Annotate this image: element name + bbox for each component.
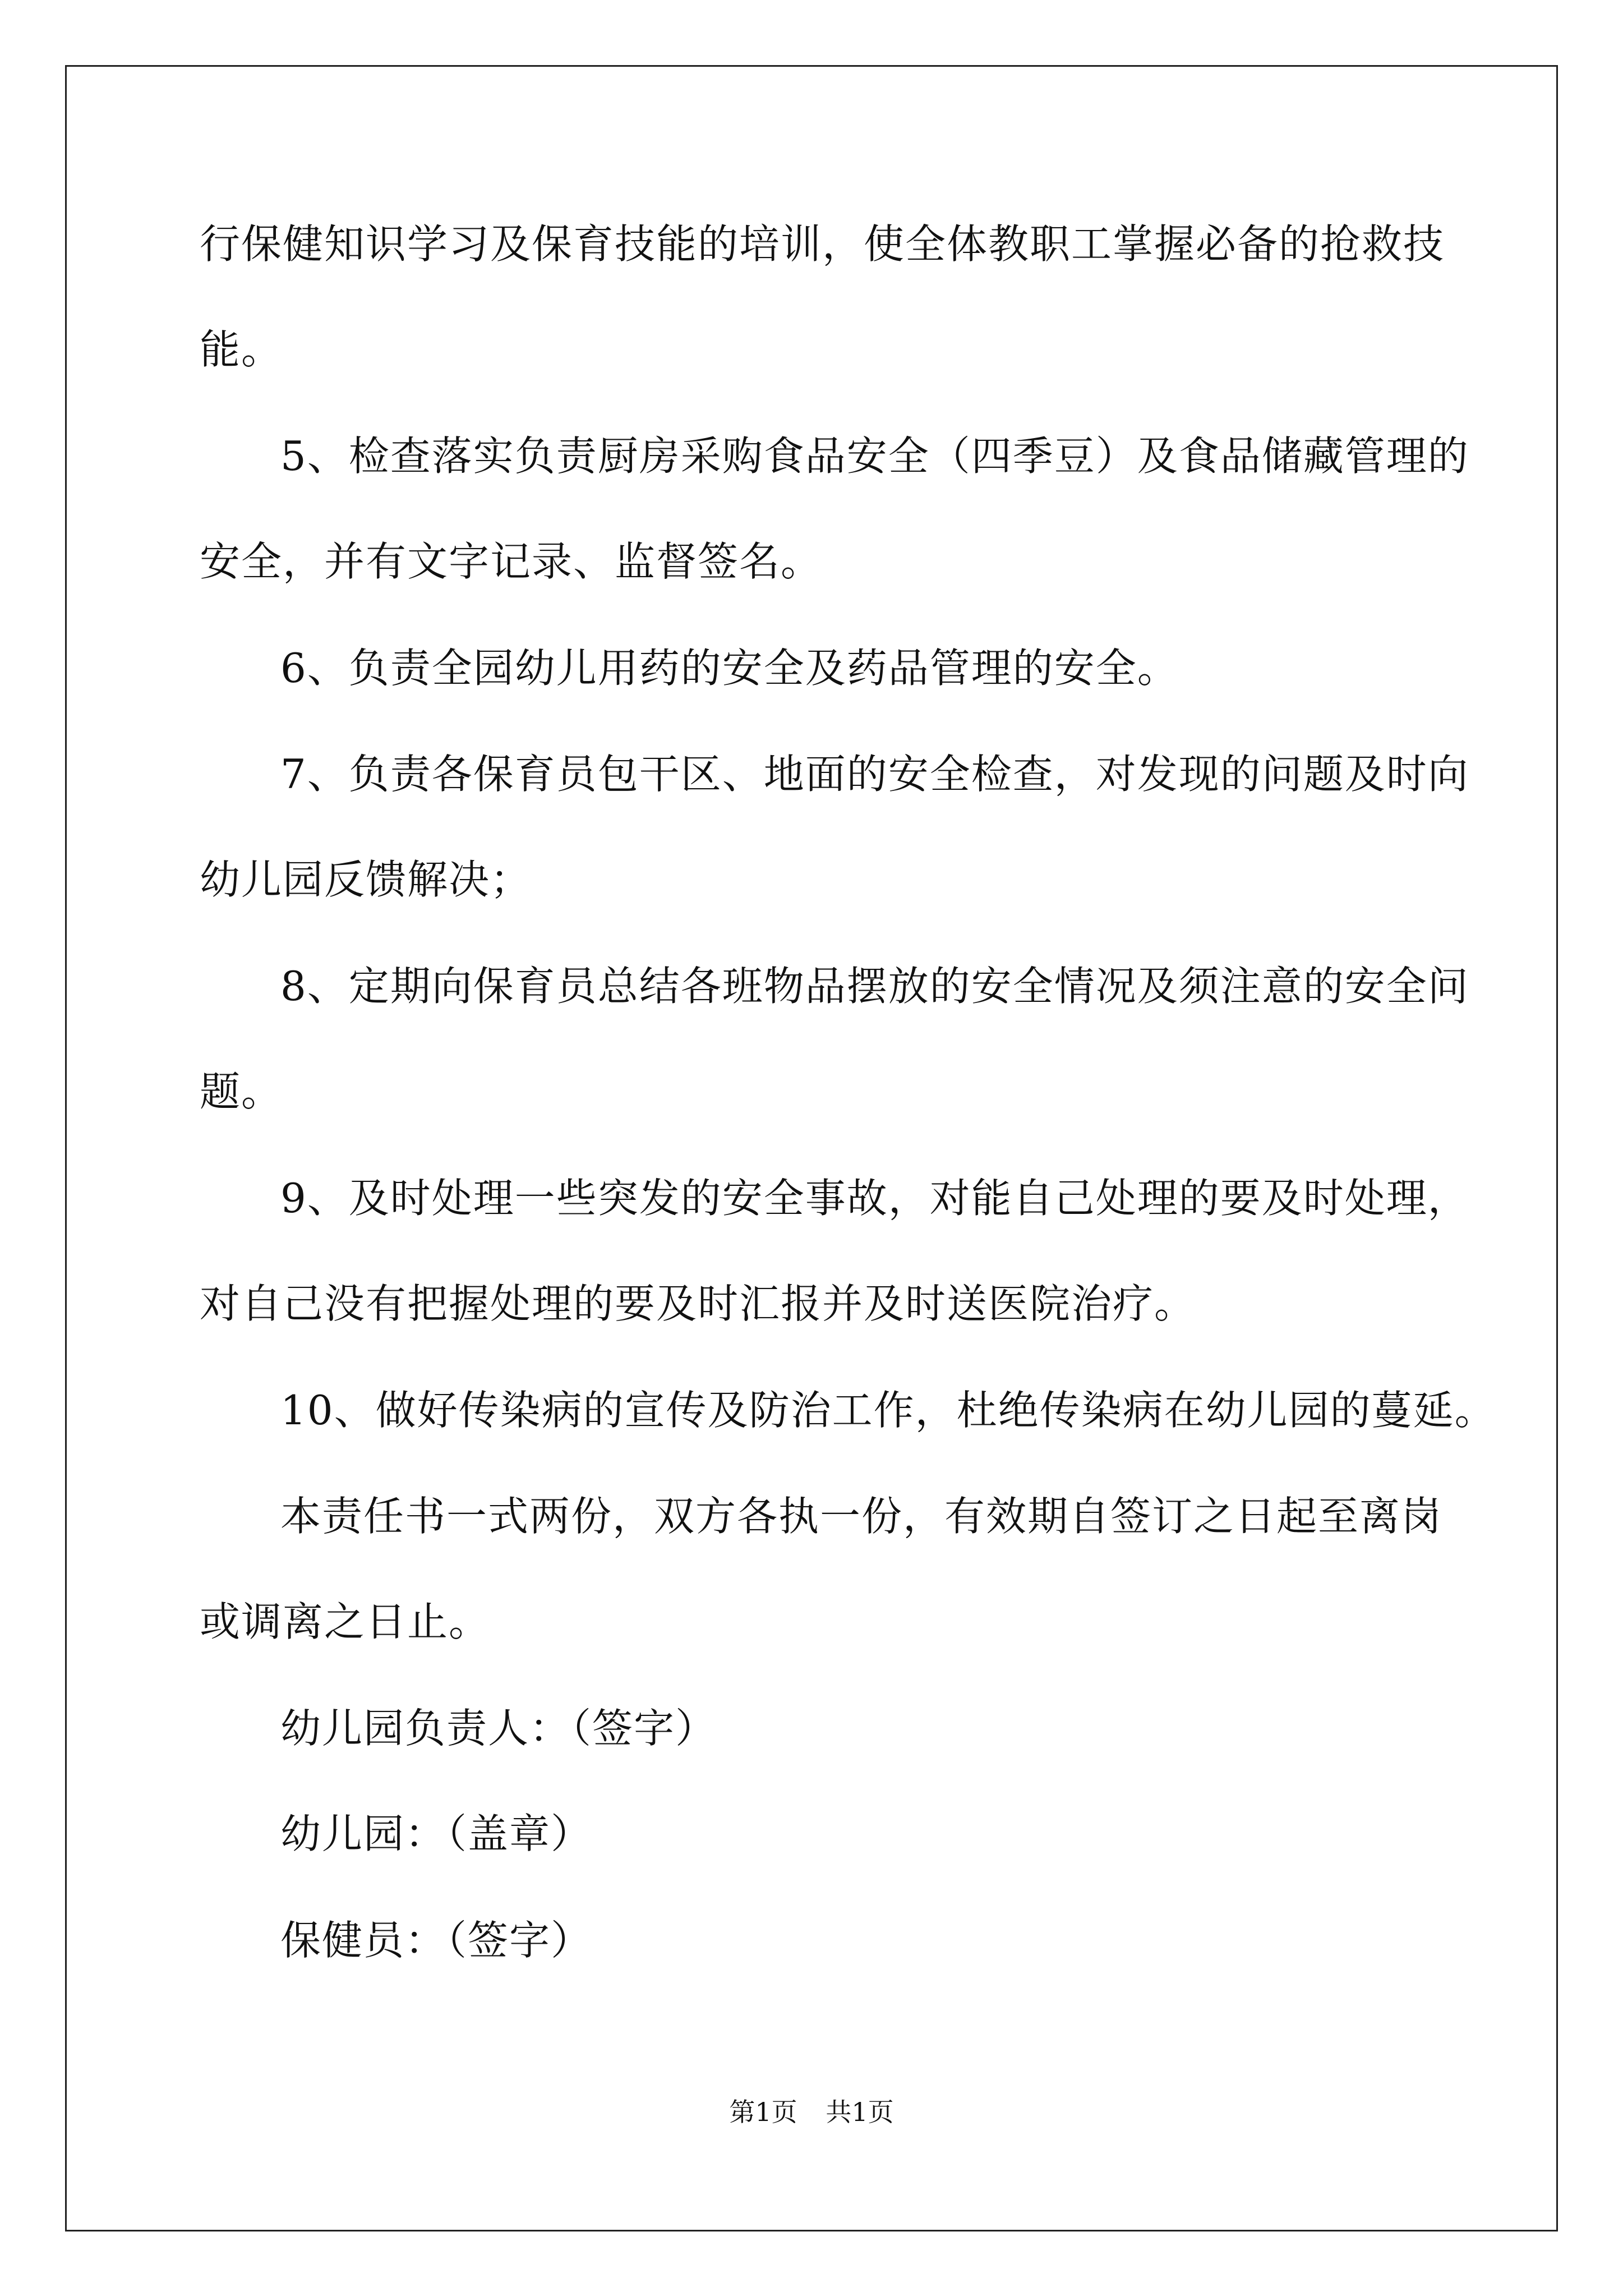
- text-line: 7、负责各保育员包干区、地面的安全检查，对发现的问题及时向: [280, 751, 1469, 798]
- text-line: 9、及时处理一些突发的安全事故，对能自己处理的要及时处理，: [280, 1175, 1469, 1222]
- signature-line-health-worker: 保健员：（签字）: [280, 1917, 593, 1964]
- page-number-total: 共1页: [826, 2097, 894, 2127]
- signature-line-principal: 幼儿园负责人：（签字）: [280, 1705, 717, 1752]
- text-line: 能。: [200, 326, 283, 373]
- text-line: 5、检查落实负责厨房采购食品安全（四季豆）及食品储藏管理的: [280, 432, 1469, 480]
- text-line: 6、负责全园幼儿用药的安全及药品管理的安全。: [280, 645, 1179, 692]
- text-line: 幼儿园反馈解决；: [200, 856, 532, 903]
- text-line: 8、定期向保育员总结各班物品摆放的安全情况及须注意的安全问: [280, 963, 1469, 1010]
- page-footer: [0, 2095, 1623, 2129]
- text-line: 对自己没有把握处理的要及时汇报并及时送医院治疗。: [200, 1280, 1196, 1327]
- text-line: 10、做好传染病的宣传及防治工作，杜绝传染病在幼儿园的蔓延。: [280, 1387, 1496, 1434]
- page-number-current: 第1页: [729, 2097, 797, 2127]
- text-line: 本责任书一式两份，双方各执一份，有效期自签订之日起至离岗: [280, 1493, 1443, 1540]
- text-line: 题。: [200, 1068, 283, 1115]
- text-line: 行保健知识学习及保育技能的培训，使全体教职工掌握必备的抢救技: [200, 220, 1445, 268]
- text-line: 或调离之日止。: [200, 1598, 491, 1645]
- signature-line-kindergarten: 幼儿园：（盖章）: [280, 1810, 593, 1857]
- text-line: 安全，并有文字记录、监督签名。: [200, 538, 823, 585]
- page-border: [65, 65, 1558, 2231]
